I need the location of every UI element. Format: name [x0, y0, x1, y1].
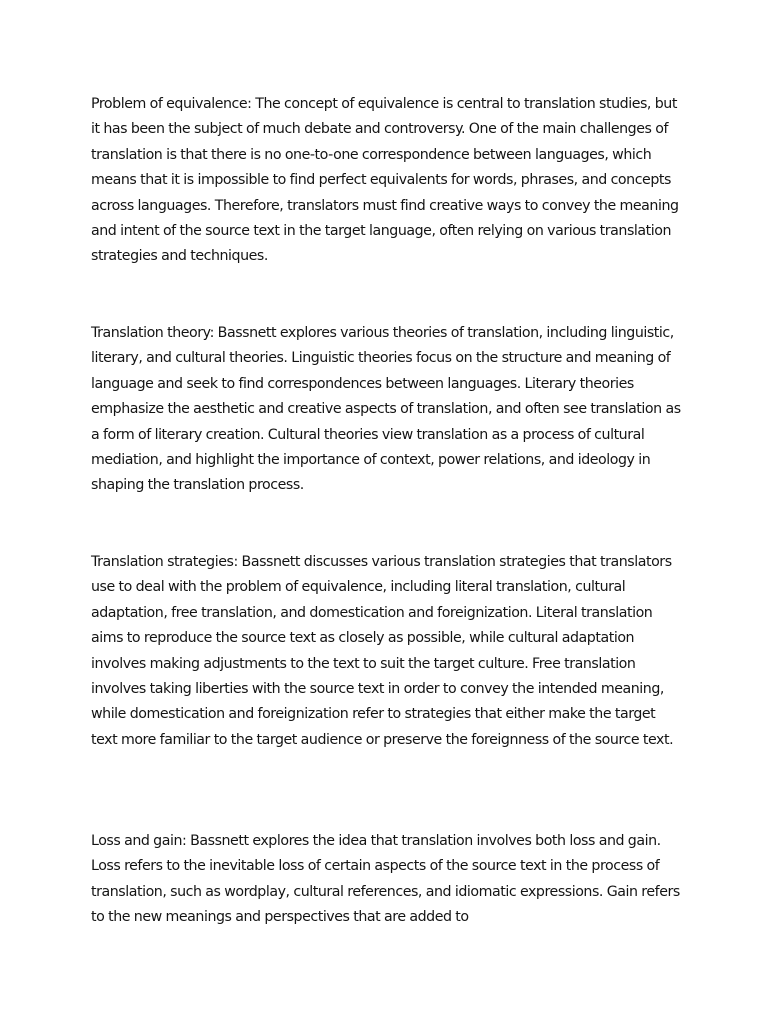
paragraph-loss-and-gain: Loss and gain: Bassnett explores the idea that translation involves both loss and gain. Loss refers to the inevitable loss of certain aspects of the source text in the process of translation, such as wordplay, cultural references, and idiomatic expressions. Gain refers to the new meanings and perspectives that are added to [91, 833, 680, 926]
paragraph-problem-of-equivalence: Problem of equivalence: The concept of equivalence is central to translation studies, but it has been the subject of much debate and controversy. One of the main challenges of translation is that there is no one-to-one correspondence between languages, which means that it is impossible to find perfect equivalents for words, phrases, and concepts across languages. Therefore, translators must find creative ways to convey the meaning and intent of the source text in the target language, often relying on various translation strategies and techniques. [91, 96, 679, 265]
paragraph-translation-strategies: Translation strategies: Bassnett discusses various translation strategies that translators use to deal with the problem of equivalence, including literal translation, cultural adaptation, free translation, and domestication and foreignization. Literal translation aims to reproduce the source text as closely as possible, while cultural adaptation involves making adjustments to the text to suit the target culture. Free translation involves taking liberties with the source text in order to convey the intended meaning, while domestication and foreignization refer to strategies that either make the target text more familiar to the target audience or preserve the foreignness of the source text. [91, 554, 674, 748]
paragraph-translation-theory: Translation theory: Bassnett explores various theories of translation, including linguistic, literary, and cultural theories. Linguistic theories focus on the structure and meaning of language and seek to find correspondences between languages. Literary theories emphasize the aesthetic and creative aspects of translation, and often see translation as a form of literary creation. Cultural theories view translation as a process of cultural mediation, and highlight the importance of context, power relations, and ideology in shaping the translation process. [91, 325, 681, 494]
